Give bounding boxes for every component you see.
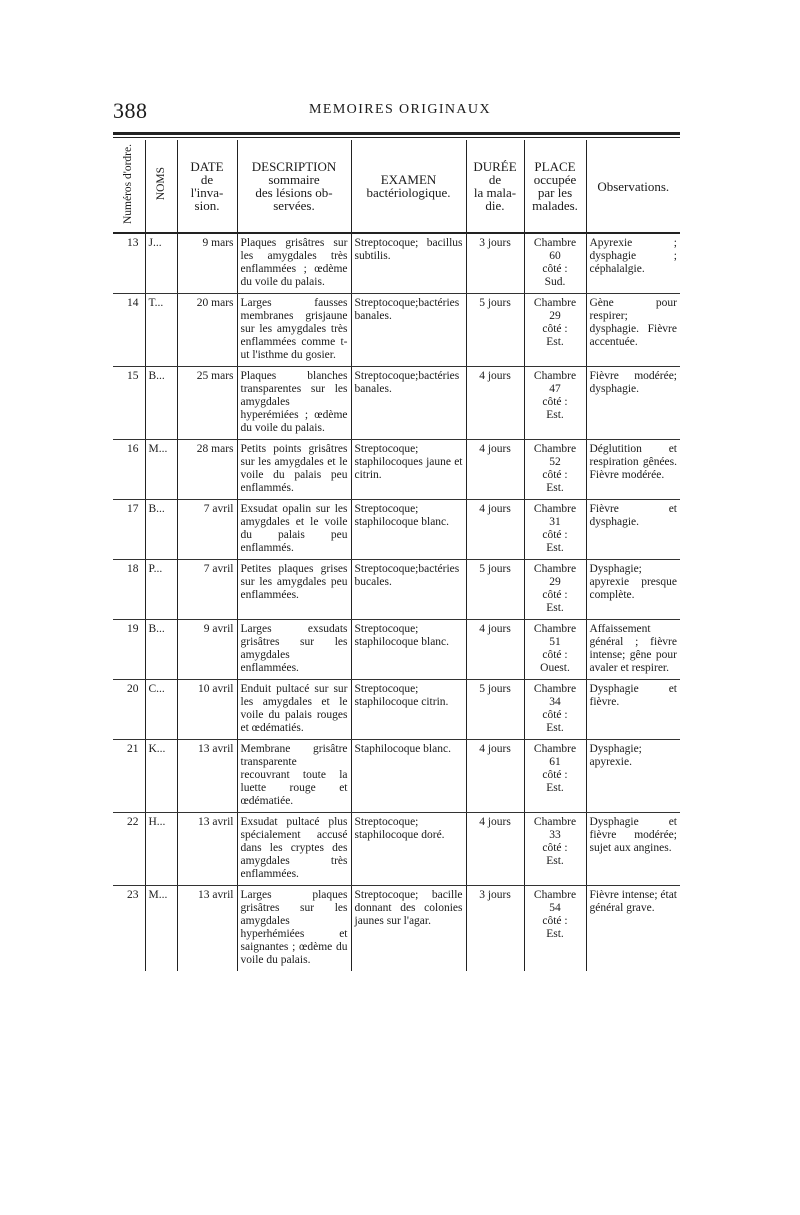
- table-row: [113, 440, 680, 500]
- ward-place: Chambre 31 côté : Est.: [524, 500, 586, 560]
- observations: Gène pour respirer; dysphagie. Fièvre accentuée.: [586, 294, 680, 367]
- invasion-date: 25 mars: [177, 367, 237, 440]
- row-number: 15: [113, 367, 145, 440]
- observations: Affaissement général ; fièvre intense; gêne pour avaler et respirer.: [586, 620, 680, 680]
- illness-duration: 5 jours: [466, 680, 524, 740]
- lesion-description: Petits points grisâtres sur les amygdales et le voile du palais peu enflammés.: [237, 440, 351, 500]
- illness-duration: 4 jours: [466, 813, 524, 886]
- bacteriological-exam: Streptocoque;bactéries banales.: [351, 367, 466, 440]
- illness-duration: 4 jours: [466, 440, 524, 500]
- illness-duration: 3 jours: [466, 233, 524, 294]
- illness-duration: 4 jours: [466, 740, 524, 813]
- bacteriological-exam: Streptocoque; bacillus subtilis.: [351, 233, 466, 294]
- bacteriological-exam: Streptocoque; staphilocoque blanc.: [351, 500, 466, 560]
- invasion-date: 7 avril: [177, 560, 237, 620]
- clinical-table: [113, 140, 680, 971]
- lesion-description: Exsudat pultacé plus spécialement accusé dans les cryptes des amygdales très enflammées.: [237, 813, 351, 886]
- observations: Dysphagie; apyrexie.: [586, 740, 680, 813]
- observations: Fièvre et dysphagie.: [586, 500, 680, 560]
- col-header-description: DESCRIPTION sommaire des lésions ob- servées.: [237, 140, 351, 233]
- ward-place: Chambre 29 côté : Est.: [524, 560, 586, 620]
- lesion-description: Plaques grisâtres sur les amygdales très enflammées ; œdème du voile du palais.: [237, 233, 351, 294]
- table-row: [113, 620, 680, 680]
- bacteriological-exam: Staphilocoque blanc.: [351, 740, 466, 813]
- patient-name: P...: [145, 560, 177, 620]
- lesion-description: Membrane grisâtre transparente recouvrant toute la luette rouge et œdématiée.: [237, 740, 351, 813]
- patient-name: H...: [145, 813, 177, 886]
- ward-place: Chambre 61 côté : Est.: [524, 740, 586, 813]
- table-row: [113, 560, 680, 620]
- patient-name: B...: [145, 367, 177, 440]
- row-number: 17: [113, 500, 145, 560]
- patient-name: M...: [145, 886, 177, 972]
- lesion-description: Larges fausses membranes grisjaune sur les amygdales très enflammées comme t-ut l'isthme du gosier.: [237, 294, 351, 367]
- patient-name: M...: [145, 440, 177, 500]
- illness-duration: 5 jours: [466, 560, 524, 620]
- patient-name: J...: [145, 233, 177, 294]
- lesion-description: Larges exsudats grisâtres sur les amygdales enflammées.: [237, 620, 351, 680]
- invasion-date: 9 mars: [177, 233, 237, 294]
- col-header-exam: EXAMEN bactériologique.: [351, 140, 466, 233]
- ward-place: Chambre 52 côté : Est.: [524, 440, 586, 500]
- observations: Déglutition et respiration gênées. Fièvre modérée.: [586, 440, 680, 500]
- table-header-row: [113, 140, 680, 233]
- invasion-date: 28 mars: [177, 440, 237, 500]
- page-number: 388: [113, 98, 148, 123]
- illness-duration: 4 jours: [466, 500, 524, 560]
- illness-duration: 3 jours: [466, 886, 524, 972]
- bacteriological-exam: Streptocoque; staphilocoque citrin.: [351, 680, 466, 740]
- invasion-date: 13 avril: [177, 813, 237, 886]
- observations: Fièvre modérée; dysphagie.: [586, 367, 680, 440]
- patient-name: C...: [145, 680, 177, 740]
- observations: Dysphagie et fièvre.: [586, 680, 680, 740]
- bacteriological-exam: Streptocoque; staphilocoque blanc.: [351, 620, 466, 680]
- row-number: 20: [113, 680, 145, 740]
- illness-duration: 5 jours: [466, 294, 524, 367]
- ward-place: Chambre 51 côté : Ouest.: [524, 620, 586, 680]
- row-number: 22: [113, 813, 145, 886]
- table-row: [113, 680, 680, 740]
- col-header-num: Numéros d'ordre.: [113, 140, 145, 233]
- table-row: [113, 886, 680, 972]
- row-number: 14: [113, 294, 145, 367]
- patient-name: K...: [145, 740, 177, 813]
- col-header-observations: Observations.: [597, 178, 670, 194]
- invasion-date: 13 avril: [177, 886, 237, 972]
- patient-name: B...: [145, 620, 177, 680]
- lesion-description: Exsudat opalin sur les amygdales et le voile du palais peu enflammés.: [237, 500, 351, 560]
- ward-place: Chambre 47 côté : Est.: [524, 367, 586, 440]
- ward-place: Chambre 34 côté : Est.: [524, 680, 586, 740]
- bacteriological-exam: Streptocoque;bactéries banales.: [351, 294, 466, 367]
- lesion-description: Larges plaques grisâtres sur les amygdales hyperhémiées et saignantes ; œdème du voile du palais.: [237, 886, 351, 972]
- row-number: 16: [113, 440, 145, 500]
- row-number: 21: [113, 740, 145, 813]
- invasion-date: 7 avril: [177, 500, 237, 560]
- row-number: 23: [113, 886, 145, 972]
- observations: Fièvre intense; état général grave.: [589, 889, 677, 914]
- table-row: [113, 740, 680, 813]
- patient-name: T...: [145, 294, 177, 367]
- col-header-place: PLACE occupée par les malades.: [524, 140, 586, 233]
- table-row: [113, 500, 680, 560]
- header-rule-thick: [113, 132, 680, 135]
- bacteriological-exam: Streptocoque; staphilocoques jaune et citrin.: [351, 440, 466, 500]
- row-number: 19: [113, 620, 145, 680]
- observations: Apyrexie ; dysphagie ; céphalalgie.: [586, 233, 680, 294]
- lesion-description: Plaques blanches transparentes sur les amygdales hyperémiées ; œdème du voile du palais.: [237, 367, 351, 440]
- table-row: [113, 233, 680, 294]
- row-number: 18: [113, 560, 145, 620]
- row-number: 13: [113, 233, 145, 294]
- invasion-date: 10 avril: [177, 680, 237, 740]
- patient-name: B...: [145, 500, 177, 560]
- bacteriological-exam: Streptocoque; bacille donnant des colonies jaunes sur l'agar.: [351, 886, 466, 972]
- bacteriological-exam: Streptocoque; staphilocoque doré.: [351, 813, 466, 886]
- ward-place: Chambre 54 côté : Est.: [524, 886, 586, 972]
- col-header-name: NOMS: [145, 140, 177, 233]
- ward-place: Chambre 29 côté : Est.: [524, 294, 586, 367]
- invasion-date: 9 avril: [177, 620, 237, 680]
- invasion-date: 20 mars: [177, 294, 237, 367]
- lesion-description: Enduit pultacé sur sur les amygdales et le voile du palais rouges et œdématiés.: [237, 680, 351, 740]
- running-title: MEMOIRES ORIGINAUX: [309, 102, 491, 117]
- observations: Dysphagie; apyrexie presque complète.: [586, 560, 680, 620]
- observations: Dysphagie et fièvre modérée; sujet aux angines.: [586, 813, 680, 886]
- table-row: [113, 367, 680, 440]
- table-row: [113, 813, 680, 886]
- illness-duration: 4 jours: [466, 367, 524, 440]
- lesion-description: Petites plaques grises sur les amygdales peu enflammées.: [237, 560, 351, 620]
- col-header-date: DATE de l'inva- sion.: [177, 140, 237, 233]
- header-rule-thin: [113, 137, 680, 138]
- invasion-date: 13 avril: [177, 740, 237, 813]
- ward-place: Chambre 60 côté : Sud.: [524, 233, 586, 294]
- bacteriological-exam: Streptocoque;bactéries bucales.: [351, 560, 466, 620]
- table-row: [113, 294, 680, 367]
- ward-place: Chambre 33 côté : Est.: [524, 813, 586, 886]
- col-header-duration: DURÉE de la mala- die.: [466, 140, 524, 233]
- illness-duration: 4 jours: [466, 620, 524, 680]
